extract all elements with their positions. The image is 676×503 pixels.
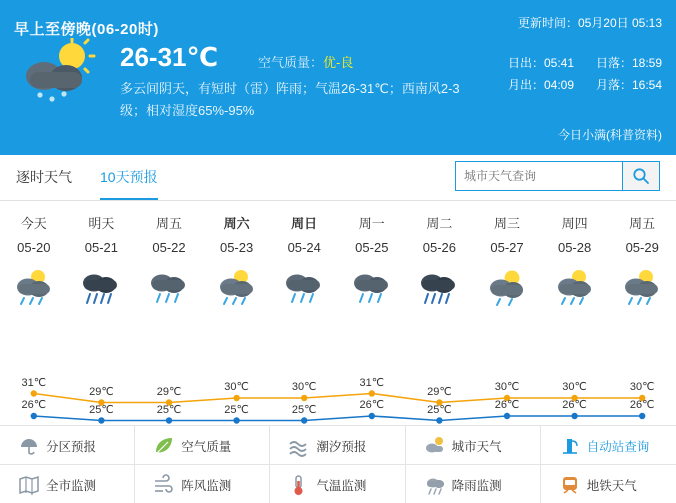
quick-link-3[interactable] bbox=[270, 426, 405, 464]
sun-cloud-icon bbox=[473, 263, 541, 315]
forecast-day-column[interactable] bbox=[608, 201, 676, 315]
city-icon bbox=[424, 435, 446, 457]
forecast-day-column[interactable] bbox=[0, 201, 68, 315]
rain-icon bbox=[338, 263, 406, 315]
quick-link-1[interactable] bbox=[0, 465, 135, 503]
weather-description: 多云间阴天，有短时（雷）阵雨；气温26-31℃；西南风2-3级；相对湿度65%-95% bbox=[120, 81, 460, 118]
forecast-day-name: 周二 bbox=[426, 216, 453, 231]
map-icon bbox=[18, 474, 40, 496]
sun-rain-icon bbox=[541, 263, 609, 315]
quick-links-row bbox=[0, 426, 676, 465]
forecast-day-column[interactable] bbox=[68, 201, 136, 315]
update-time: 更新时间：05月20日 05:13 bbox=[517, 16, 662, 30]
forecast-date: 05-29 bbox=[625, 240, 659, 255]
moon-row bbox=[508, 74, 662, 96]
quick-link-label: 气温监测 bbox=[316, 479, 367, 493]
quick-link-2[interactable] bbox=[135, 465, 270, 503]
ten-day-forecast bbox=[0, 201, 676, 431]
quick-link-label: 降雨监测 bbox=[451, 479, 502, 493]
temp-label: 30℃ bbox=[629, 381, 655, 393]
rain-icon bbox=[135, 263, 203, 315]
quick-links-row bbox=[0, 465, 676, 503]
temp-label: 30℃ bbox=[224, 381, 249, 393]
forecast-day-name: 明天 bbox=[88, 216, 115, 231]
sun-rain-icon bbox=[608, 263, 676, 315]
forecast-day-name: 今天 bbox=[20, 216, 47, 231]
quick-link-label: 分区预报 bbox=[46, 440, 97, 454]
subway-icon bbox=[559, 474, 581, 496]
raincloud-icon bbox=[424, 474, 446, 496]
forecast-day-column[interactable] bbox=[203, 201, 271, 315]
temp-label: 30℃ bbox=[562, 381, 587, 393]
temp-label: 29℃ bbox=[156, 385, 182, 398]
header-period-title: 早上至傍晚(06-20时) bbox=[14, 21, 159, 38]
forecast-day-name: 周六 bbox=[223, 216, 250, 231]
temp-label: 31℃ bbox=[359, 376, 385, 389]
sun-rain-icon bbox=[203, 263, 271, 315]
temp-label: 26℃ bbox=[359, 399, 385, 411]
forecast-date: 05-24 bbox=[287, 240, 321, 255]
search-input[interactable] bbox=[456, 162, 623, 190]
weather-header bbox=[0, 0, 676, 155]
air-quality-value: 优-良 bbox=[323, 55, 354, 70]
temp-label: 25℃ bbox=[427, 403, 452, 416]
temp-label: 26℃ bbox=[629, 399, 655, 411]
moonset: 月落：16:54 bbox=[595, 78, 662, 92]
solar-term-link[interactable]: 今日小满(科普资料) bbox=[558, 128, 662, 142]
wave-icon bbox=[288, 435, 310, 457]
thermometer-icon bbox=[288, 474, 310, 496]
quick-links bbox=[0, 425, 676, 503]
quick-link-label: 全市监测 bbox=[46, 479, 97, 493]
forecast-date: 05-25 bbox=[355, 240, 389, 255]
quick-link-label: 自动站查询 bbox=[586, 440, 650, 454]
temp-label: 30℃ bbox=[494, 381, 520, 393]
forecast-day-column[interactable] bbox=[406, 201, 474, 315]
air-quality-label: 空气质量： bbox=[258, 55, 324, 70]
forecast-date: 05-21 bbox=[84, 240, 119, 255]
quick-link-label: 空气质量 bbox=[181, 440, 232, 454]
tab-hourly[interactable]: 逐时天气 bbox=[16, 169, 72, 185]
forecast-day-column[interactable] bbox=[541, 201, 609, 315]
quick-link-4[interactable] bbox=[406, 465, 541, 503]
rain-icon bbox=[270, 263, 338, 315]
moonrise: 月出：04:09 bbox=[507, 78, 574, 92]
search-icon bbox=[632, 167, 650, 185]
tab-ten-day[interactable]: 10天预报 bbox=[100, 169, 158, 185]
forecast-day-name: 周三 bbox=[493, 216, 520, 231]
current-temperature: 26-31℃ bbox=[120, 42, 218, 72]
quick-link-label: 地铁天气 bbox=[586, 479, 637, 493]
temp-label: 26℃ bbox=[562, 399, 587, 411]
current-weather-icon bbox=[14, 38, 110, 108]
search-button[interactable] bbox=[622, 162, 659, 190]
forecast-date: 05-27 bbox=[490, 240, 524, 255]
quick-link-1[interactable] bbox=[0, 426, 135, 464]
sunset: 日落：18:59 bbox=[595, 56, 662, 70]
heavy-rain-icon bbox=[68, 263, 136, 315]
quick-link-4[interactable] bbox=[406, 426, 541, 464]
forecast-date: 05-23 bbox=[219, 240, 254, 255]
forecast-day-name: 周五 bbox=[629, 216, 656, 231]
forecast-day-column[interactable] bbox=[473, 201, 541, 315]
search-box[interactable] bbox=[455, 161, 660, 191]
station-icon bbox=[559, 435, 581, 457]
forecast-date: 05-22 bbox=[152, 240, 186, 255]
sunrise: 日出：05:41 bbox=[507, 56, 574, 70]
temp-label: 25℃ bbox=[156, 403, 182, 416]
tab-bar bbox=[0, 155, 676, 201]
quick-link-3[interactable] bbox=[270, 465, 405, 503]
wind-icon bbox=[153, 474, 175, 496]
quick-link-label: 城市天气 bbox=[451, 440, 502, 454]
forecast-date: 05-28 bbox=[557, 240, 592, 255]
temp-label: 25℃ bbox=[291, 403, 317, 416]
forecast-day-name: 周一 bbox=[358, 216, 385, 231]
forecast-day-column[interactable] bbox=[338, 201, 406, 315]
temp-label: 29℃ bbox=[89, 385, 114, 398]
forecast-day-name: 周日 bbox=[291, 216, 318, 231]
quick-link-5[interactable] bbox=[541, 426, 676, 464]
temp-label: 25℃ bbox=[224, 403, 249, 416]
heavy-rain-icon bbox=[406, 263, 474, 315]
umbrella-icon bbox=[18, 435, 40, 457]
sun-rain-icon bbox=[0, 263, 68, 315]
forecast-day-column[interactable] bbox=[135, 201, 203, 315]
quick-link-2[interactable] bbox=[135, 426, 270, 464]
temp-label: 31℃ bbox=[21, 376, 47, 389]
temp-label: 25℃ bbox=[89, 403, 114, 416]
air-quality bbox=[258, 52, 353, 71]
forecast-day-column[interactable] bbox=[270, 201, 338, 315]
forecast-date: 05-26 bbox=[422, 240, 457, 255]
forecast-day-name: 周四 bbox=[561, 216, 588, 231]
leaf-icon bbox=[153, 435, 175, 457]
sun-row bbox=[508, 52, 662, 74]
forecast-date: 05-20 bbox=[17, 240, 51, 255]
quick-link-label: 潮汐预报 bbox=[316, 440, 367, 454]
quick-link-5[interactable] bbox=[541, 465, 676, 503]
temp-label: 26℃ bbox=[21, 399, 47, 411]
forecast-day-name: 周五 bbox=[155, 216, 182, 231]
sun-moon-info bbox=[508, 52, 662, 96]
temp-label: 29℃ bbox=[427, 385, 452, 398]
temp-label: 30℃ bbox=[291, 381, 317, 393]
temp-label: 26℃ bbox=[494, 399, 520, 411]
quick-link-label: 阵风监测 bbox=[181, 479, 232, 493]
